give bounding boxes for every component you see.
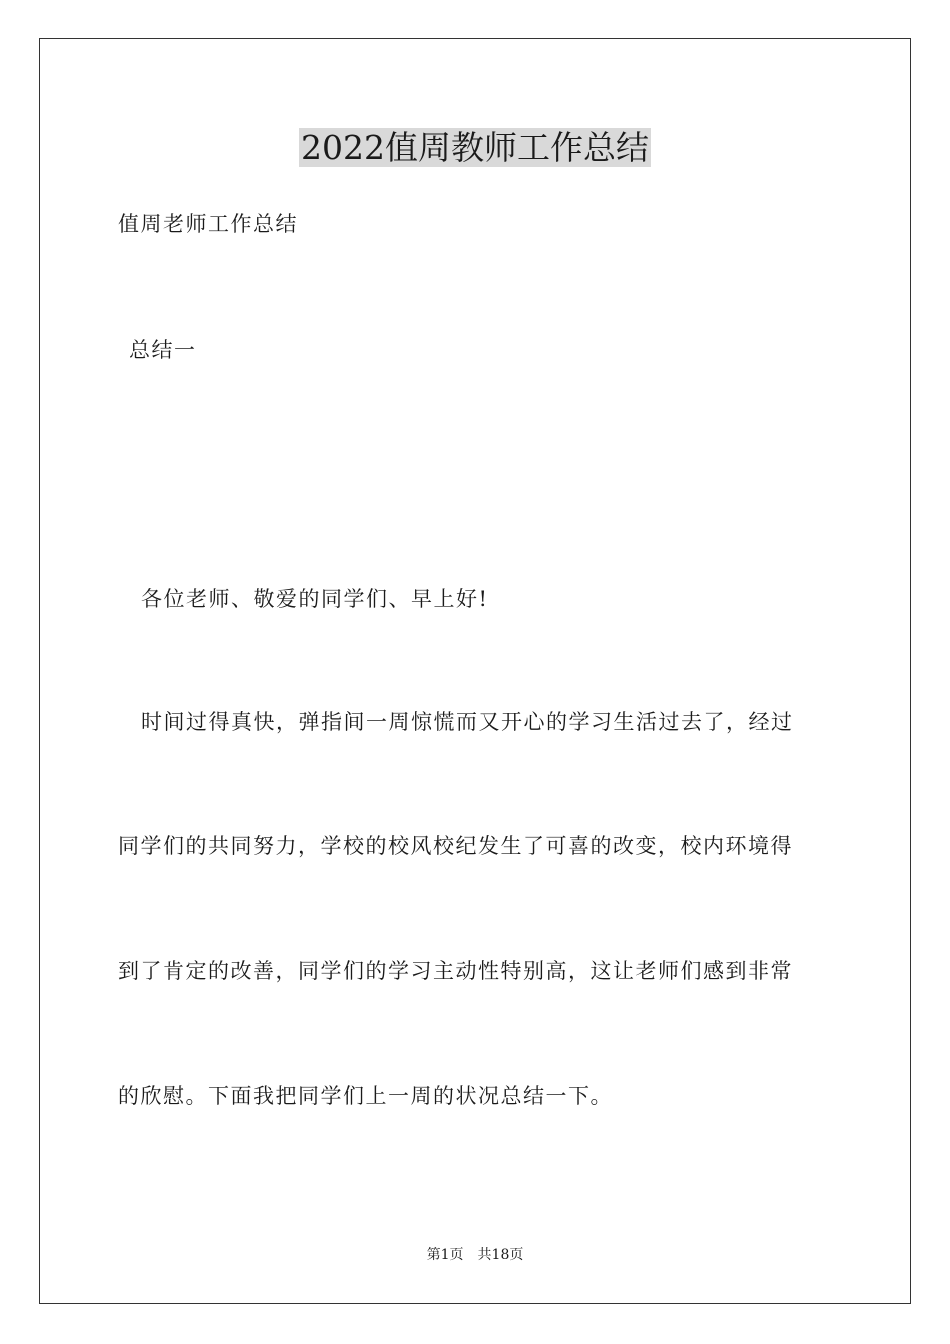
greeting-line: 各位老师、敬爱的同学们、早上好! bbox=[141, 587, 489, 611]
paragraph-line-1: 时间过得真快，弹指间一周惊慌而又开心的学习生活过去了，经过 bbox=[141, 710, 794, 734]
paragraph-line-3: 到了肯定的改善，同学们的学习主动性特别高，这让老师们感到非常 bbox=[118, 959, 793, 983]
page-footer bbox=[0, 1245, 950, 1265]
paragraph-line-4: 的欣慰。下面我把同学们上一周的状况总结一下。 bbox=[118, 1084, 613, 1108]
page-total: 共18页 bbox=[477, 1247, 524, 1263]
page-number: 第1页 bbox=[426, 1247, 464, 1263]
paragraph-line-2: 同学们的共同努力，学校的校风校纪发生了可喜的改变，校内环境得 bbox=[118, 834, 793, 858]
document-title-text: 2022值周教师工作总结 bbox=[301, 128, 649, 167]
document-title bbox=[0, 126, 950, 170]
section-heading: 总结一 bbox=[129, 338, 197, 362]
document-subtitle: 值周老师工作总结 bbox=[118, 212, 298, 236]
